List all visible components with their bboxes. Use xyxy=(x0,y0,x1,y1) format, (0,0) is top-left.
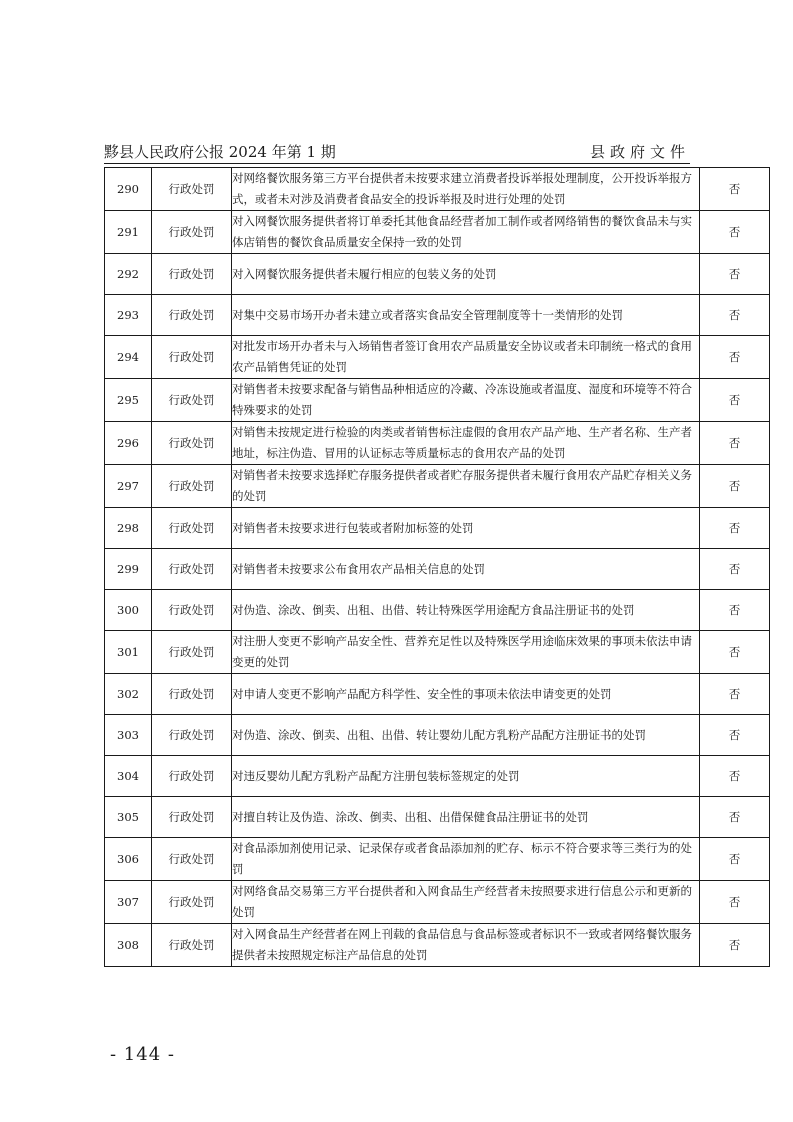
item-type: 行政处罚 xyxy=(152,838,232,881)
item-flag: 否 xyxy=(700,549,770,590)
item-number: 301 xyxy=(105,631,152,674)
table-row xyxy=(105,797,770,838)
item-description: 对网络餐饮服务第三方平台提供者未按要求建立消费者投诉举报处理制度，公开投诉举报方式，或者未对涉及消费者食品安全的投诉举报及时进行处理的处罚 xyxy=(232,168,700,211)
item-number: 291 xyxy=(105,211,152,254)
table-row xyxy=(105,211,770,254)
item-number: 296 xyxy=(105,422,152,465)
item-flag: 否 xyxy=(700,168,770,211)
item-number: 298 xyxy=(105,508,152,549)
item-description: 对集中交易市场开办者未建立或者落实食品安全管理制度等十一类情形的处罚 xyxy=(232,295,700,336)
penalty-table xyxy=(104,167,770,967)
item-description: 对销售者未按要求选择贮存服务提供者或者贮存服务提供者未履行食用农产品贮存相关义务的处罚 xyxy=(232,465,700,508)
item-type: 行政处罚 xyxy=(152,168,232,211)
table-row xyxy=(105,881,770,924)
item-flag: 否 xyxy=(700,336,770,379)
item-type: 行政处罚 xyxy=(152,715,232,756)
item-description: 对销售未按规定进行检验的肉类或者销售标注虚假的食用农产品产地、生产者名称、生产者地址，标注伪造、冒用的认证标志等质量标志的食用农产品的处罚 xyxy=(232,422,700,465)
table-row xyxy=(105,254,770,295)
item-type: 行政处罚 xyxy=(152,465,232,508)
item-flag: 否 xyxy=(700,211,770,254)
item-flag: 否 xyxy=(700,838,770,881)
page-number: - 144 - xyxy=(110,1044,175,1065)
item-type: 行政处罚 xyxy=(152,631,232,674)
item-number: 306 xyxy=(105,838,152,881)
table-row xyxy=(105,422,770,465)
item-type: 行政处罚 xyxy=(152,924,232,967)
item-description: 对入网食品生产经营者在网上刊载的食品信息与食品标签或者标识不一致或者网络餐饮服务提供者未按照规定标注产品信息的处罚 xyxy=(232,924,700,967)
running-header xyxy=(104,141,690,163)
item-type: 行政处罚 xyxy=(152,295,232,336)
table-row xyxy=(105,508,770,549)
item-number: 304 xyxy=(105,756,152,797)
table-row xyxy=(105,295,770,336)
item-number: 299 xyxy=(105,549,152,590)
item-type: 行政处罚 xyxy=(152,336,232,379)
table-row xyxy=(105,590,770,631)
item-number: 303 xyxy=(105,715,152,756)
table-row xyxy=(105,756,770,797)
item-description: 对销售者未按要求进行包装或者附加标签的处罚 xyxy=(232,508,700,549)
table-row xyxy=(105,379,770,422)
table-row xyxy=(105,924,770,967)
item-flag: 否 xyxy=(700,674,770,715)
item-description: 对销售者未按要求公布食用农产品相关信息的处罚 xyxy=(232,549,700,590)
item-type: 行政处罚 xyxy=(152,508,232,549)
header-rule xyxy=(104,163,690,164)
item-number: 294 xyxy=(105,336,152,379)
item-flag: 否 xyxy=(700,465,770,508)
table-row xyxy=(105,715,770,756)
item-type: 行政处罚 xyxy=(152,422,232,465)
item-flag: 否 xyxy=(700,756,770,797)
item-description: 对销售者未按要求配备与销售品种相适应的冷藏、冷冻设施或者温度、湿度和环境等不符合特殊要求的处罚 xyxy=(232,379,700,422)
table-row xyxy=(105,549,770,590)
table-row xyxy=(105,168,770,211)
item-flag: 否 xyxy=(700,797,770,838)
item-number: 302 xyxy=(105,674,152,715)
item-description: 对入网餐饮服务提供者将订单委托其他食品经营者加工制作或者网络销售的餐饮食品未与实体店销售的餐饮食品质量安全保持一致的处罚 xyxy=(232,211,700,254)
table-body xyxy=(105,168,770,967)
item-flag: 否 xyxy=(700,924,770,967)
table-row xyxy=(105,631,770,674)
item-description: 对擅自转让及伪造、涂改、倒卖、出租、出借保健食品注册证书的处罚 xyxy=(232,797,700,838)
item-type: 行政处罚 xyxy=(152,211,232,254)
item-number: 295 xyxy=(105,379,152,422)
item-flag: 否 xyxy=(700,422,770,465)
item-type: 行政处罚 xyxy=(152,674,232,715)
item-flag: 否 xyxy=(700,508,770,549)
item-description: 对申请人变更不影响产品配方科学性、安全性的事项未依法申请变更的处罚 xyxy=(232,674,700,715)
item-flag: 否 xyxy=(700,881,770,924)
item-flag: 否 xyxy=(700,295,770,336)
item-flag: 否 xyxy=(700,379,770,422)
item-type: 行政处罚 xyxy=(152,881,232,924)
table-row xyxy=(105,336,770,379)
item-flag: 否 xyxy=(700,631,770,674)
item-number: 293 xyxy=(105,295,152,336)
item-type: 行政处罚 xyxy=(152,590,232,631)
item-number: 308 xyxy=(105,924,152,967)
item-number: 300 xyxy=(105,590,152,631)
item-type: 行政处罚 xyxy=(152,254,232,295)
bulletin-title: 黟县人民政府公报 2024 年第 1 期 xyxy=(104,143,336,161)
item-number: 297 xyxy=(105,465,152,508)
table-row xyxy=(105,465,770,508)
item-type: 行政处罚 xyxy=(152,797,232,838)
item-description: 对伪造、涂改、倒卖、出租、出借、转让特殊医学用途配方食品注册证书的处罚 xyxy=(232,590,700,631)
section-title: 县政府文件 xyxy=(589,143,690,161)
item-description: 对食品添加剂使用记录、记录保存或者食品添加剂的贮存、标示不符合要求等三类行为的处罚 xyxy=(232,838,700,881)
item-description: 对注册人变更不影响产品安全性、营养充足性以及特殊医学用途临床效果的事项未依法申请变更的处罚 xyxy=(232,631,700,674)
item-number: 292 xyxy=(105,254,152,295)
table-row xyxy=(105,838,770,881)
item-description: 对批发市场开办者未与入场销售者签订食用农产品质量安全协议或者未印制统一格式的食用农产品销售凭证的处罚 xyxy=(232,336,700,379)
item-description: 对伪造、涂改、倒卖、出租、出借、转让婴幼儿配方乳粉产品配方注册证书的处罚 xyxy=(232,715,700,756)
item-flag: 否 xyxy=(700,590,770,631)
table-row xyxy=(105,674,770,715)
item-description: 对入网餐饮服务提供者未履行相应的包装义务的处罚 xyxy=(232,254,700,295)
item-flag: 否 xyxy=(700,254,770,295)
item-type: 行政处罚 xyxy=(152,549,232,590)
item-flag: 否 xyxy=(700,715,770,756)
item-description: 对网络食品交易第三方平台提供者和入网食品生产经营者未按照要求进行信息公示和更新的处罚 xyxy=(232,881,700,924)
item-description: 对违反婴幼儿配方乳粉产品配方注册包装标签规定的处罚 xyxy=(232,756,700,797)
item-number: 290 xyxy=(105,168,152,211)
item-number: 307 xyxy=(105,881,152,924)
item-number: 305 xyxy=(105,797,152,838)
item-type: 行政处罚 xyxy=(152,379,232,422)
item-type: 行政处罚 xyxy=(152,756,232,797)
